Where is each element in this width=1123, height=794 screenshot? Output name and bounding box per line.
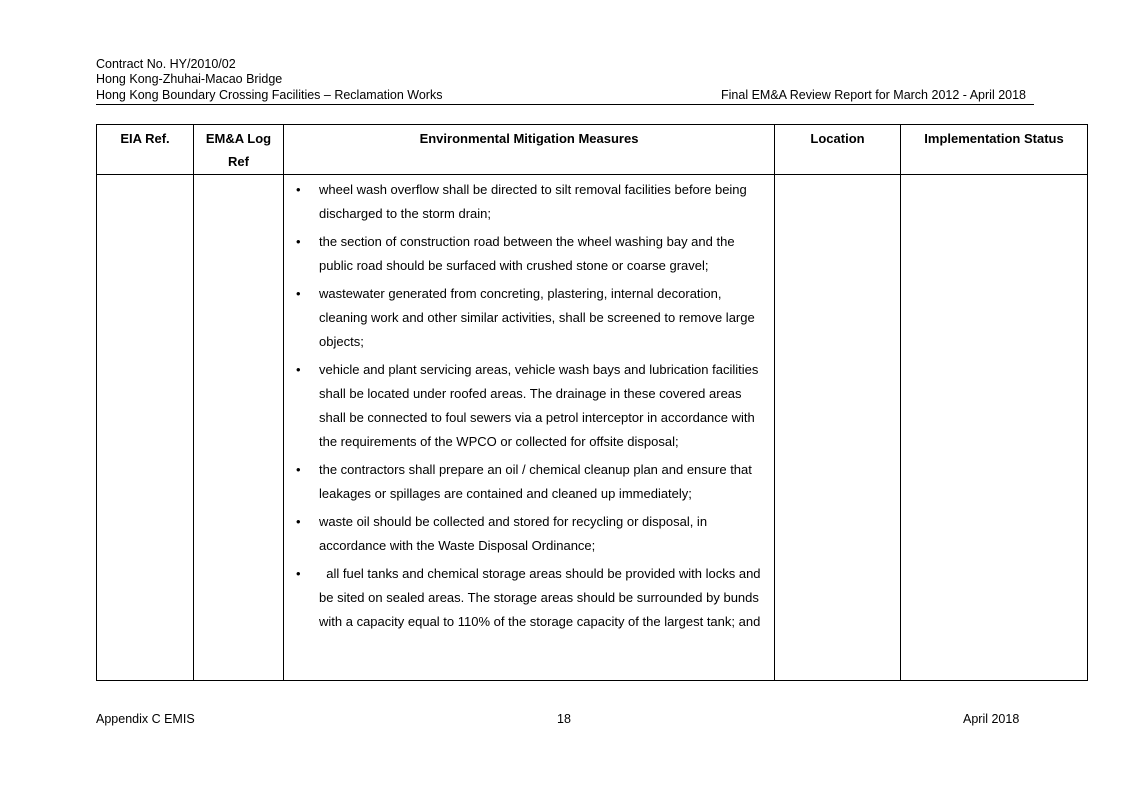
mitigation-measures-cell [284, 175, 775, 681]
list-item [284, 230, 768, 278]
column-header-mitigation-measures: Environmental Mitigation Measures [284, 125, 775, 175]
contract-number: Contract No. HY/2010/02 [96, 57, 236, 71]
bullet-icon: • [296, 462, 301, 477]
list-item [284, 510, 768, 558]
list-item [284, 458, 768, 506]
bullet-icon: • [296, 234, 301, 249]
ema-log-ref-cell [194, 175, 284, 681]
measure-text: waste oil should be collected and stored for recycling or disposal, in accordance with the Waste Disposal Ordinance; [319, 514, 708, 553]
footer-date: April 2018 [963, 712, 1020, 726]
column-header-eia-ref: EIA Ref. [97, 125, 194, 175]
column-header-ema-log-ref: EM&A Log Ref [194, 125, 284, 175]
list-item [284, 562, 768, 634]
table-row [97, 175, 1088, 681]
report-title: Final EM&A Review Report for March 2012 - April 2018 [721, 88, 1026, 102]
emis-table [96, 124, 1088, 681]
column-header-location: Location [775, 125, 901, 175]
bullet-icon: • [296, 182, 301, 197]
measure-text: the section of construction road between the wheel washing bay and the public road should be surfaced with crushed stone or coarse gravel; [319, 234, 735, 273]
bullet-icon: • [296, 286, 301, 301]
works-name: Hong Kong Boundary Crossing Facilities – Reclamation Works [96, 88, 443, 102]
footer-appendix: Appendix C EMIS [96, 712, 195, 726]
project-name: Hong Kong-Zhuhai-Macao Bridge [96, 72, 283, 86]
footer-page-number: 18 [557, 712, 571, 726]
measure-text: all fuel tanks and chemical storage areas should be provided with locks and be sited on sealed areas. The storage areas should be surrounded by bunds with a capacity equal to 110% of the storage capacity of the largest tank; and [319, 566, 765, 629]
bullet-icon: • [296, 362, 301, 377]
bullet-icon: • [296, 566, 301, 581]
page-header [96, 56, 1034, 105]
location-cell [775, 175, 901, 681]
table-header-row [97, 125, 1088, 175]
list-item [284, 282, 768, 354]
list-item [284, 358, 768, 454]
column-header-implementation-status: Implementation Status [901, 125, 1088, 175]
measures-list [284, 175, 774, 634]
measure-text: wheel wash overflow shall be directed to silt removal facilities before being discharged to the storm drain; [319, 182, 747, 221]
bullet-icon: • [296, 514, 301, 529]
measure-text: vehicle and plant servicing areas, vehicle wash bays and lubrication facilities shall be located under roofed areas. The drainage in these covered areas shall be connected to foul sewers via a petrol interceptor in accordance with the requirements of the WPCO or collected for offsite disposal; [319, 362, 759, 449]
implementation-status-cell [901, 175, 1088, 681]
measure-text: wastewater generated from concreting, plastering, internal decoration, cleaning work and other similar activities, shall be screened to remove large objects; [319, 286, 755, 349]
list-item [284, 178, 768, 226]
measure-text: the contractors shall prepare an oil / chemical cleanup plan and ensure that leakages or spillages are contained and cleaned up immediately; [319, 462, 752, 501]
eia-ref-cell [97, 175, 194, 681]
